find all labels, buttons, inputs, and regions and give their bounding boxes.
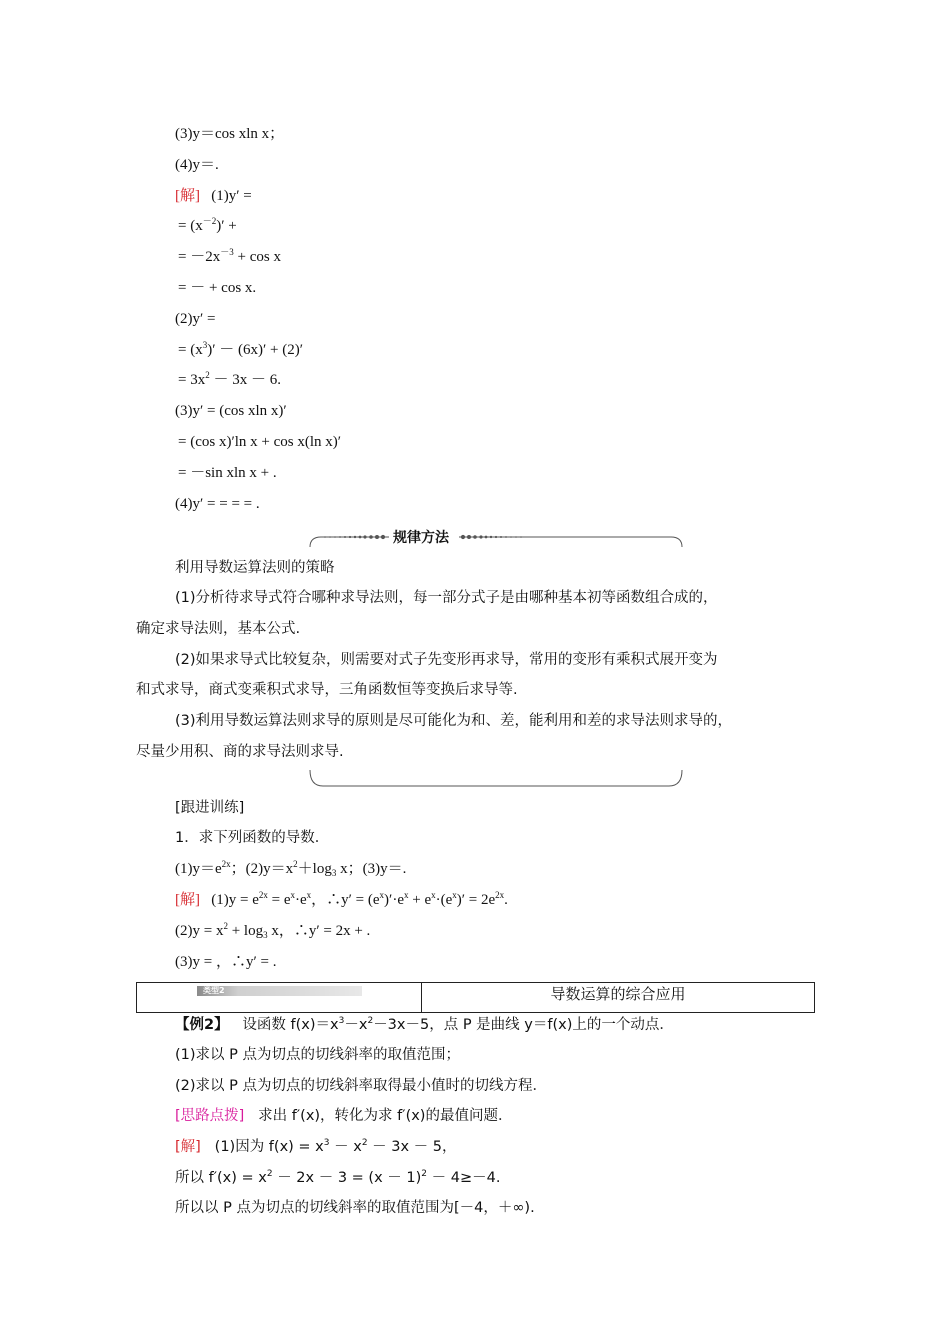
method-p2a: (2)如果求导式比较复杂，则需要对式子先变形再求导，常用的变形有乘积式展开变为 bbox=[175, 652, 718, 668]
example-2-hint: [思路点拨] 求出 f′(x)，转化为求 f′(x)的最值问题． bbox=[175, 1108, 513, 1124]
training-q1: 1．求下列函数的导数． bbox=[175, 830, 330, 846]
type-badge-cell bbox=[137, 983, 422, 1012]
solution-label: [解] bbox=[175, 188, 200, 204]
line-3: (3)y＝cos xln x； bbox=[175, 126, 285, 142]
hint-label: [思路点拨] bbox=[175, 1108, 245, 1124]
training-heading: [跟进训练] bbox=[175, 800, 245, 816]
solution-2c: = $3x^2 - 3x - 6$. bbox=[178, 370, 281, 388]
example-2-label: 【例2】 bbox=[175, 1017, 229, 1033]
solution-1b: = $(x^{-2})'$ + bbox=[178, 216, 237, 234]
method-p2b: 和式求导，商式变乘积式求导，三角函数恒等变换后求导等. bbox=[136, 682, 518, 698]
method-p3b: 尽量少用积、商的求导法则求导. bbox=[136, 744, 344, 760]
example-2-q1: (1)求以 P 点为切点的切线斜率的取值范围； bbox=[175, 1047, 460, 1063]
example-2-q2: (2)求以 P 点为切点的切线斜率取得最小值时的切线方程． bbox=[175, 1078, 547, 1094]
solution-3a: (3)y′ = (cos xln x)′ bbox=[175, 403, 287, 419]
training-answer-1: [解] $(1)y = e^{2x} = e^x\cdot e^x$，∴y′ = $(e^x)'\cdot e^x + e^x\cdot(e^x)' = 2e^{2x}$. bbox=[175, 890, 508, 908]
example-2-solution-1: [解] (1)因为 $f(x) = x^3 - x^2 - 3x - 5$， bbox=[175, 1138, 457, 1155]
method-box-title: 规律方法 bbox=[393, 530, 449, 546]
type-header-table bbox=[136, 982, 815, 1013]
example-2-statement: 【例2】 设函数 $f(x)=x^3-x^2-3x-5$，点 P 是曲线 y＝f(x)上的一个动点． bbox=[175, 1016, 674, 1033]
type-title: 导数运算的综合应用 bbox=[550, 985, 686, 1003]
method-heading: 利用导数运算法则的策略 bbox=[175, 560, 335, 576]
method-p1b: 确定求导法则，基本公式. bbox=[136, 621, 301, 637]
training-answer-2: $(2)y = x^2 + \log_3 x$，∴y′ = 2x + . bbox=[175, 921, 371, 940]
method-box-bottom-frame bbox=[305, 768, 685, 792]
training-answer-3: (3)y = ，∴y′ = . bbox=[175, 954, 277, 970]
solution-3c: = －sin xln x + . bbox=[178, 465, 277, 481]
method-p3a: (3)利用导数运算法则求导的原则是尽可能化为和、差，能利用和差的求导法则求导的， bbox=[175, 713, 733, 729]
solution-1d: = － + cos x. bbox=[178, 280, 257, 296]
method-p1a: (1)分析待求导式符合哪种求导法则，每一部分式子是由哪种基本初等函数组合成的， bbox=[175, 590, 718, 606]
example-2-solution-3: 所以以 P 点为切点的切线斜率的取值范围为[－4，＋∞). bbox=[175, 1200, 535, 1216]
solution-1a: [解] (1)y′ = bbox=[175, 188, 252, 204]
solution-3b: = (cos x)′ln x + cos x(ln x)′ bbox=[178, 434, 342, 450]
method-box-top-frame bbox=[305, 525, 685, 555]
line-4: (4)y＝. bbox=[175, 157, 219, 173]
training-functions: $(1)y=e^{2x}$；$(2)y=x^2+\log_3$ x；(3)y＝. bbox=[175, 859, 407, 878]
solution-2a: (2)y′ = bbox=[175, 311, 216, 327]
example-2-solution-2: 所以 $f'(x) = x^2 - 2x - 3 = (x - 1)^2 - 4\ge-4$. bbox=[175, 1169, 501, 1186]
example-2-solution-label: [解] bbox=[175, 1139, 201, 1155]
solution-4a: (4)y′ = = = = . bbox=[175, 496, 260, 512]
solution-1c: = $-2x^{-3} + \cos x$ bbox=[178, 247, 281, 265]
solution-2b: = $(x^3)' - (6x)' + (2)'$ bbox=[178, 340, 303, 358]
type-badge: 类型2 bbox=[197, 986, 362, 996]
training-solution-label: [解] bbox=[175, 892, 200, 908]
